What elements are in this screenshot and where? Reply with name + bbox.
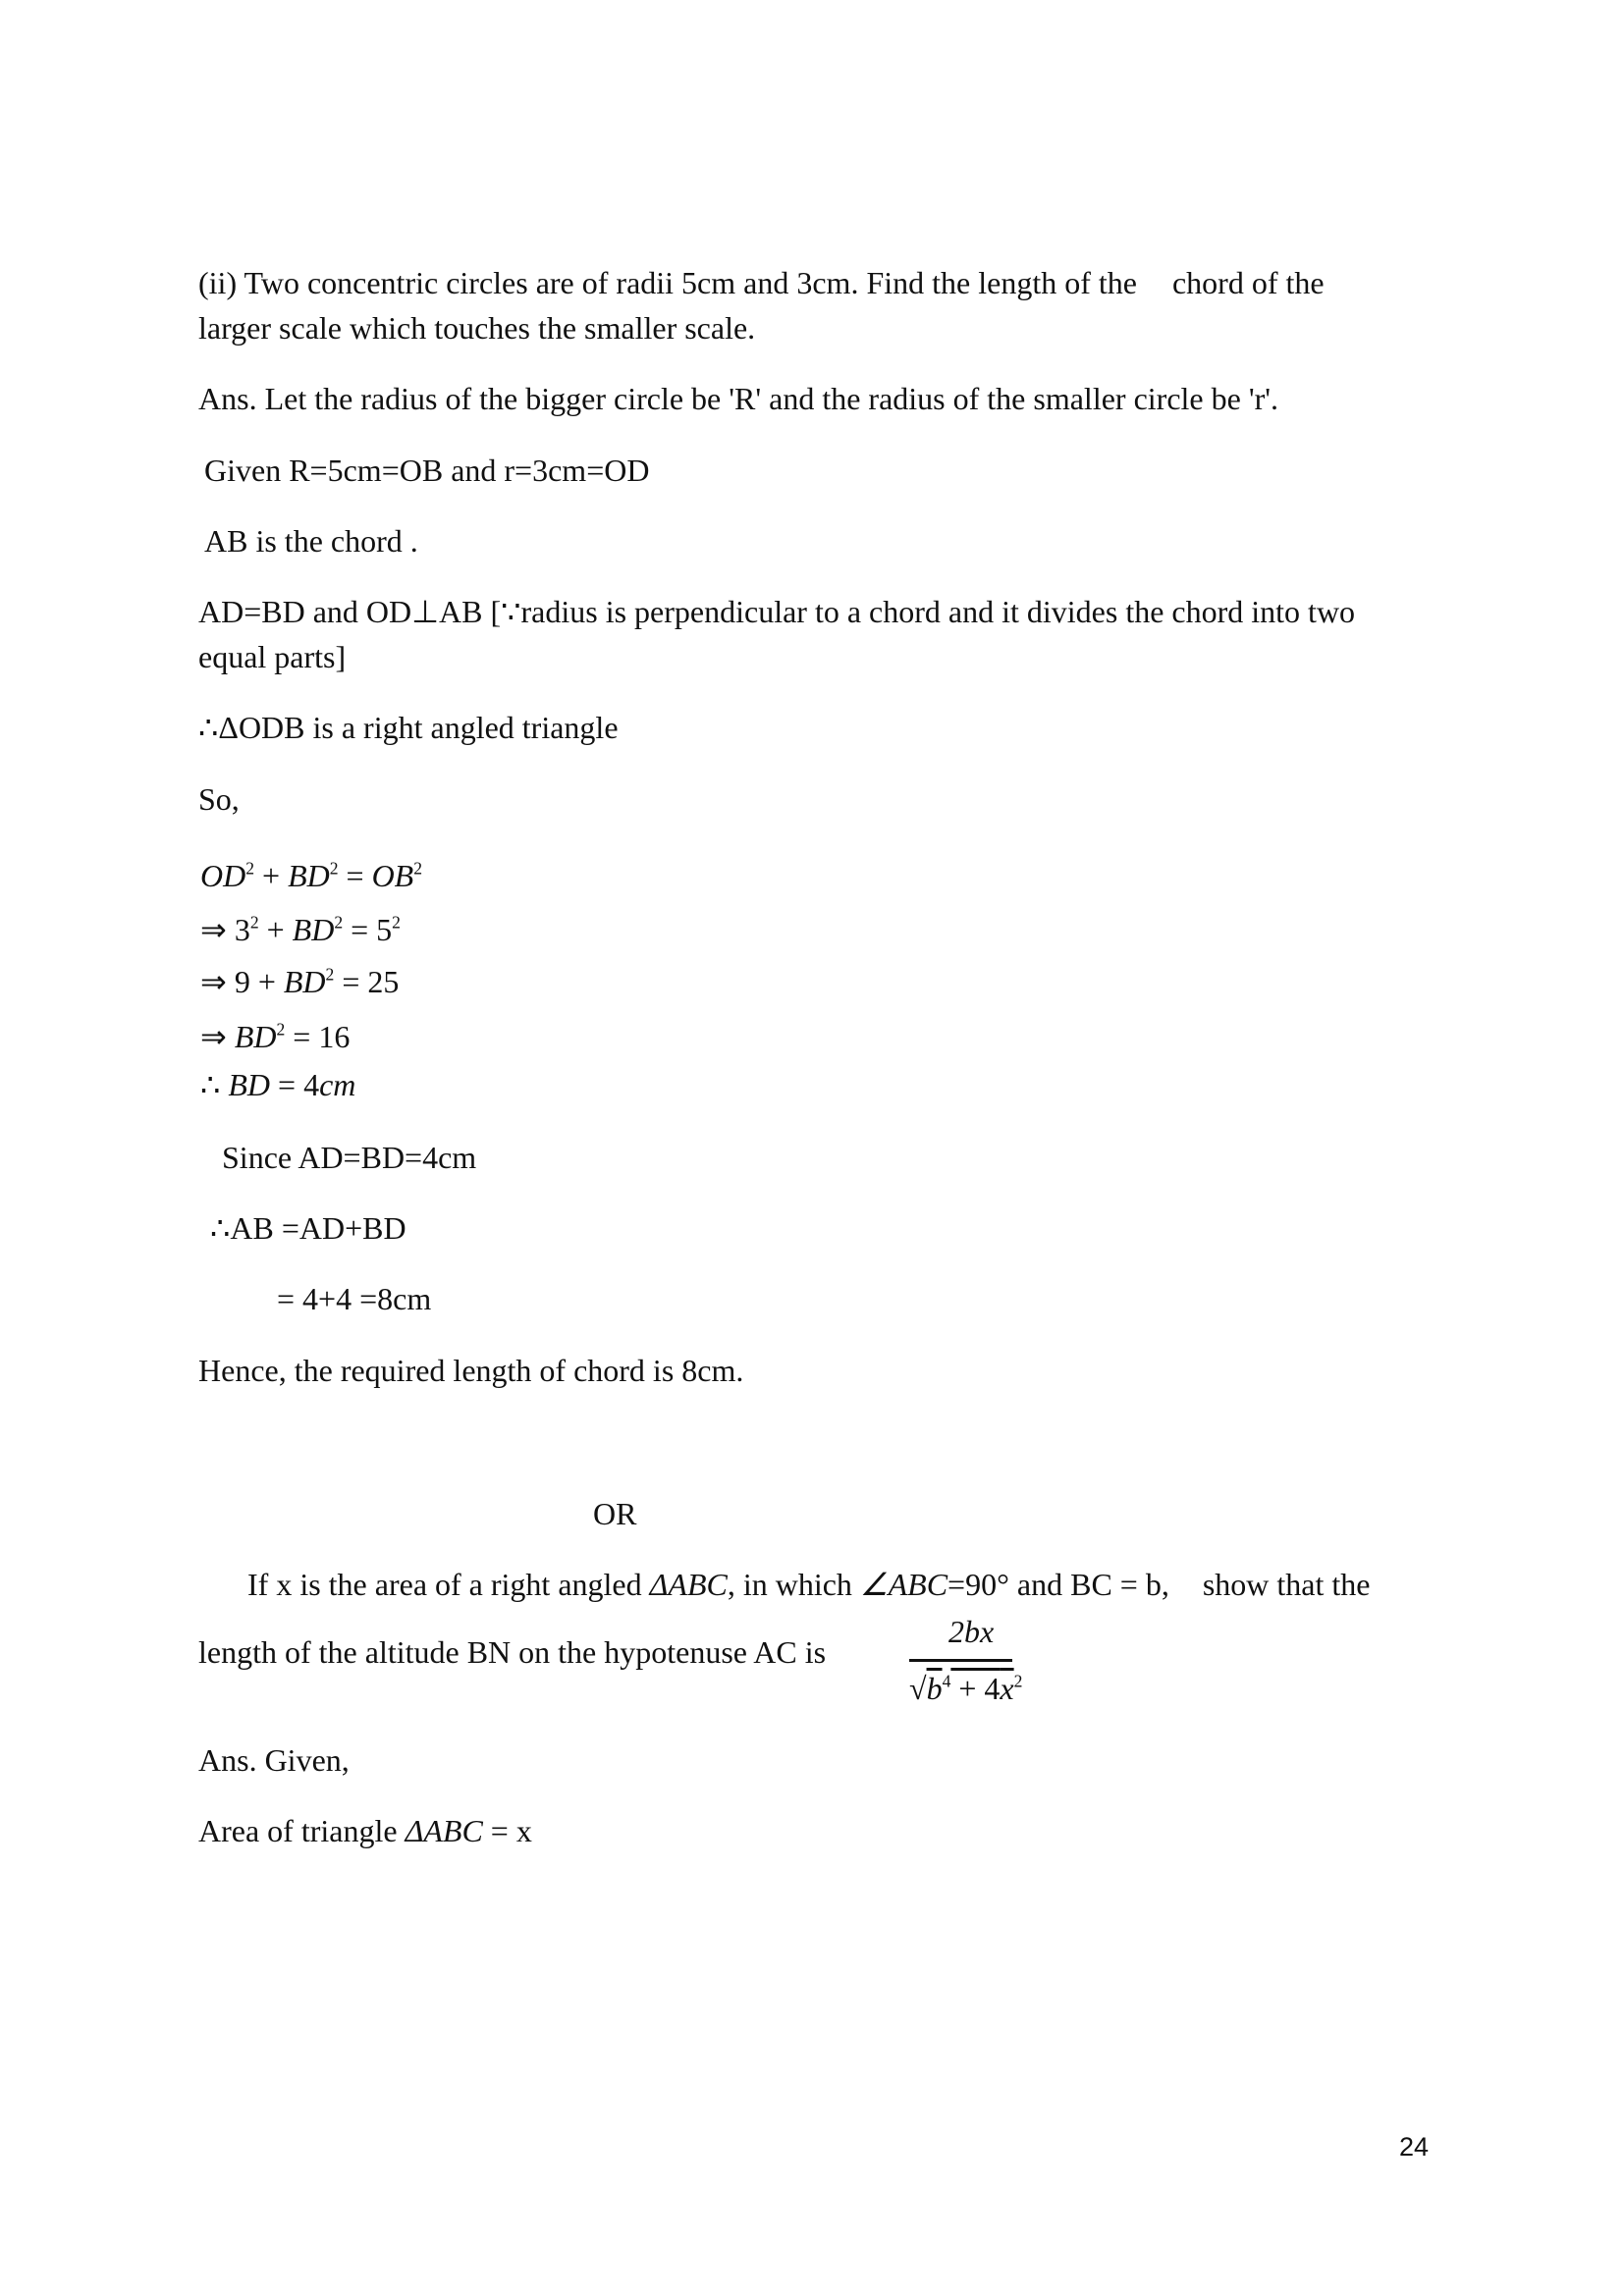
right-triangle-line: ∴ΔODB is a right angled triangle — [198, 710, 619, 745]
equation-2: ⇒ $3^2 + BD^2 = 5^2$ — [200, 912, 401, 947]
ab-sum-line: ∴AB =AD+BD — [210, 1210, 406, 1246]
sqrt-icon: √ — [909, 1671, 927, 1706]
so-line: So, — [198, 781, 240, 817]
fraction-denominator: $√b^4 + 4\overline{x}^2$ — [909, 1671, 1023, 1706]
fraction-numerator: 2bx — [948, 1614, 995, 1649]
question-line-1 — [198, 267, 1325, 298]
answer-intro: Ans. Let the radius of the bigger circle be 'R' and the radius of the smaller circle be 'r'. — [198, 381, 1278, 416]
chord-line: AB is the chord . — [204, 523, 418, 559]
question-line-2: larger scale which touches the smaller scale. — [198, 310, 756, 346]
answer-2-given: Ans. Given, — [198, 1742, 350, 1778]
conclusion-line: Hence, the required length of chord is 8cm. — [198, 1353, 744, 1388]
equation-4: ⇒ $BD^2 = 16$ — [200, 1019, 351, 1054]
area-line: Area of triangle ΔABC = x — [198, 1813, 532, 1848]
or-separator: OR — [593, 1496, 637, 1531]
question-text-a: (ii) Two concentric circles are of radii 5cm and 3cm. Find the length of the — [198, 265, 1137, 300]
page-number: 24 — [1399, 2132, 1430, 2162]
perpendicular-line-cont: equal parts] — [198, 639, 347, 674]
question-2-line-1: If x is the area of a right angled ΔABC, in which ∠ABC=90° and BC = b, show that the — [247, 1567, 1371, 1602]
question-text-b: chord of the — [1171, 265, 1325, 300]
equation-1: $OD^2 + BD^2 = OB^2$ — [200, 858, 423, 893]
equation-5: ∴ BD = 4cm — [200, 1067, 356, 1102]
given-line: Given R=5cm=OB and r=3cm=OD — [204, 453, 650, 488]
equation-3: ⇒ $9 + BD^2 = 25$ — [200, 964, 400, 999]
fraction-bar — [909, 1659, 1012, 1662]
perpendicular-line: AD=BD and OD⊥AB [∵radius is perpendicular to a chord and it divides the chord into two — [198, 594, 1356, 629]
since-line: Since AD=BD=4cm — [222, 1140, 477, 1175]
ab-value-line: = 4+4 =8cm — [277, 1281, 432, 1316]
question-2-line-2: length of the altitude BN on the hypotenuse AC is — [198, 1634, 827, 1670]
